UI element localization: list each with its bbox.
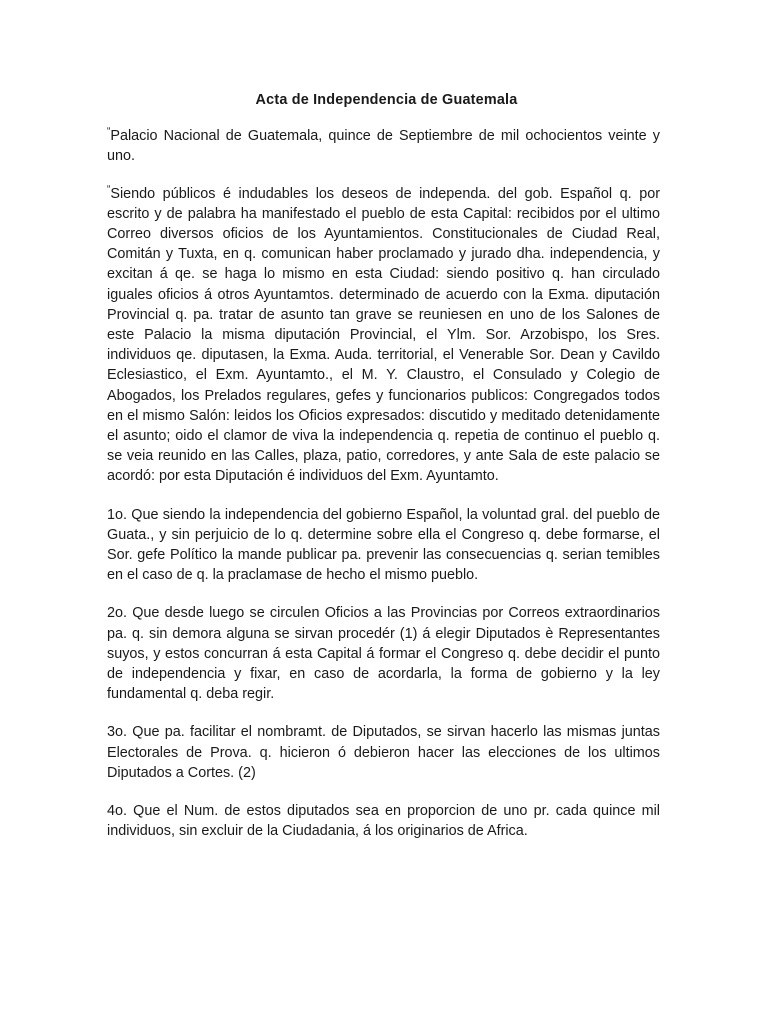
quote-mark: “ (107, 183, 111, 195)
paragraph-text: 1o. Que siendo la independencia del gobierno Español, la voluntad gral. del pueblo de Guata., y sin perjuicio de lo q. determine sobre ella el Congreso q. debe formarse, el Sor. gefe Político la mande publicar pa. prevenir las consecuencias q. serian temibles en el caso de q. la praclamase de hecho el mismo pueblo. (107, 506, 660, 584)
paragraph-text: 4o. Que el Num. de estos diputados sea en proporcion de uno pr. cada quince mil individuos, sin excluir de la Ciudadania, á los originarios de Africa. (107, 803, 660, 840)
paragraph-text: 3o. Que pa. facilitar el nombramt. de Diputados, se sirvan hacerlo las mismas juntas Electorales de Prova. q. hicieron ó debieron hacer las elecciones de los ultimos Diputados a Cortes. (2) (107, 724, 660, 781)
paragraph-text: 2o. Que desde luego se circulen Oficios a las Provincias por Correos extraordinarios pa. q. sin demora alguna se sirvan procedér (1) á elegir Diputados è Representantes suyos, y estos concurran á esta Capital á formar el Congreso q. debe decidir el punto de independencia y fixar, en caso de acordarla, la forma de gobierno y la ley fundamental q. deba regir. (107, 605, 660, 703)
paragraph-article-4 (107, 801, 660, 841)
paragraph-heading (107, 126, 660, 166)
paragraph-article-1 (107, 505, 660, 586)
paragraph-text: Siendo públicos é indudables los deseos de independa. del gob. Español q. por escrito y de palabra ha manifestado el pueblo de esta Capital: recibidos por el ultimo Correo diversos oficios de los Ayuntamientos. Constitucionales de Ciudad Real, Comitán y Tuxta, en q. comunican haber proclamado y jurado dha. independencia, y excitan á qe. se haga lo mismo en esta Ciudad: siendo positivo q. han circulado iguales oficios á otros Ayuntamtos. determinado de acuerdo con la Exma. diputación Provincial q. pa. tratar de asunto tan grave se reuniesen en uno de los Salones de este Palacio la misma diputación Provincial, el Ylm. Sor. Arzobispo, los Sres. individuos qe. diputasen, la Exma. Auda. territorial, el Venerable Sor. Dean y Cavildo Eclesiastico, el Exm. Ayuntamto., el M. Y. Claustro, el Consulado y Colegio de Abogados, los Prelados regulares, gefes y funcionarios publicos: Congregados todos en el mismo Salón: leidos los Oficios expresados: discutido y meditado detenidamente el asunto; oido el clamor de viva la independencia q. repetia de continuo el pueblo q. se veia reunido en las Calles, plaza, patio, corredores, y ante Sala de este palacio se acordó: por esta Diputación é individuos del Exm. Ayuntamto. (107, 185, 660, 485)
paragraph-article-2 (107, 603, 660, 704)
paragraph-preamble (107, 184, 660, 487)
paragraph-article-3 (107, 722, 660, 783)
quote-mark: “ (107, 126, 111, 138)
document-page (107, 90, 660, 860)
paragraph-text: Palacio Nacional de Guatemala, quince de Septiembre de mil ochocientos veinte y uno. (107, 128, 660, 165)
document-title: Acta de Independencia de Guatemala (255, 92, 518, 108)
